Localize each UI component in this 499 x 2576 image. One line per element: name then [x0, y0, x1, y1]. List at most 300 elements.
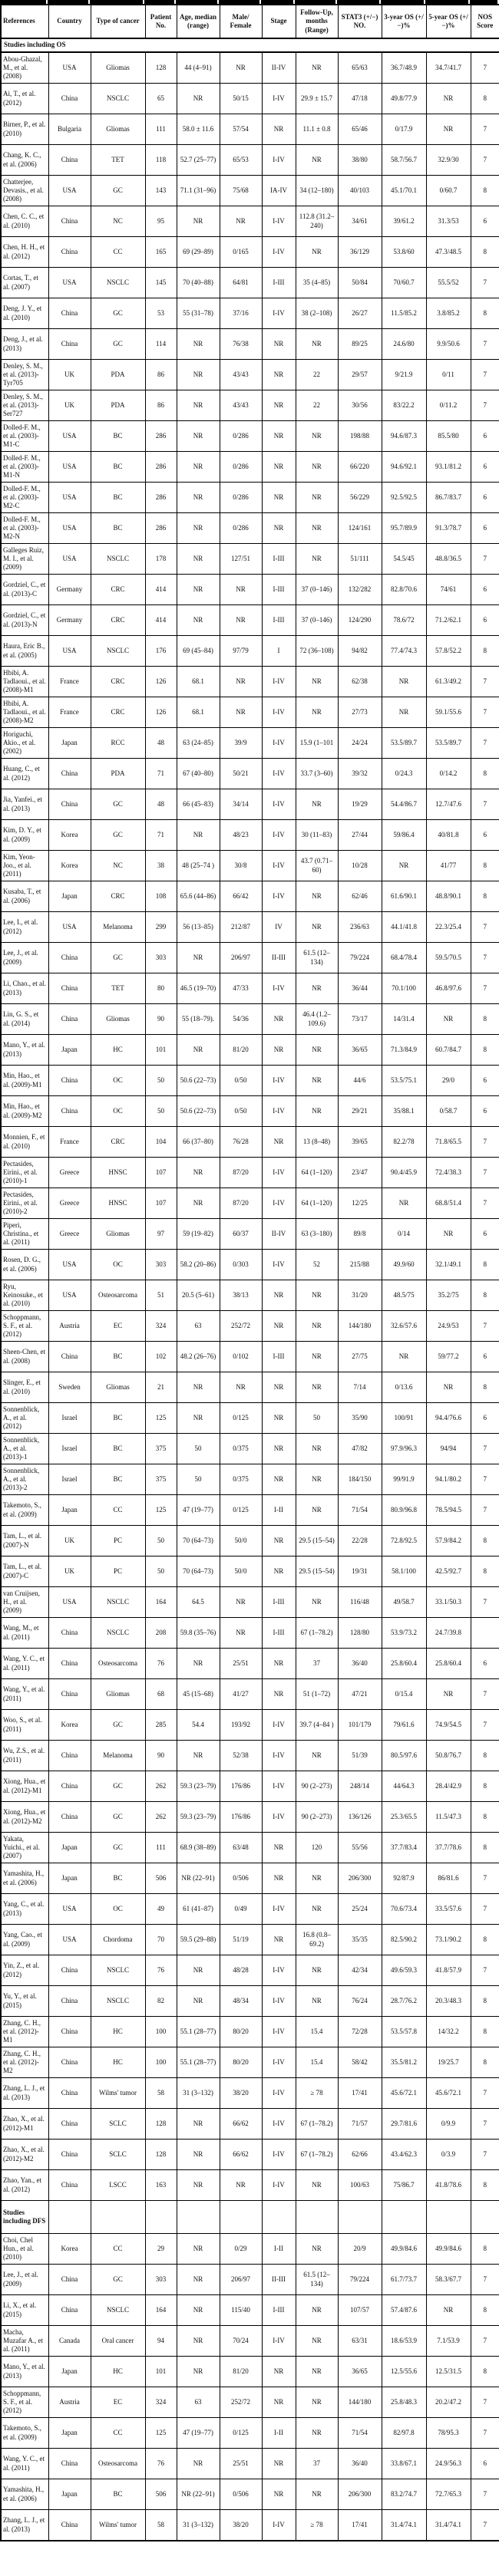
- table-row: [1, 1618, 499, 1649]
- cell: 34/61: [338, 206, 382, 237]
- cell: 71.8/65.5: [426, 1127, 471, 1158]
- cell: NR: [262, 2449, 296, 2479]
- cell: NR: [296, 1434, 338, 1464]
- cell: NR: [262, 1464, 296, 1495]
- cell: 101/179: [338, 1710, 382, 1741]
- cell: 7: [471, 1127, 499, 1158]
- cell: 7: [471, 2479, 499, 2510]
- cell: Germany: [48, 605, 91, 636]
- cell: 125: [145, 1403, 177, 1434]
- column-header: Male/ Female: [220, 5, 262, 38]
- cell: OC: [91, 1066, 145, 1096]
- table-row: [1, 360, 499, 390]
- cell: NR: [296, 1311, 338, 1342]
- cell: 28.7/76.2: [382, 1986, 426, 2017]
- cell: CC: [91, 2234, 145, 2265]
- cell: 7: [471, 390, 499, 421]
- reference-cell: Lee, J., et al. (2009): [1, 2265, 48, 2295]
- cell: 46.5 (19–70): [177, 973, 220, 1004]
- cell: 9.9/50.6: [426, 329, 471, 360]
- cell: CRC: [91, 605, 145, 636]
- cell: I-IV: [262, 84, 296, 114]
- cell: 55/56: [338, 1833, 382, 1863]
- cell: 375: [145, 1434, 177, 1464]
- cell: 8: [471, 1004, 499, 1035]
- cell: 324: [145, 2387, 177, 2418]
- reference-cell: Galleges Ruiz, M. I., et al. (2009): [1, 544, 48, 575]
- cell: 8: [471, 2357, 499, 2387]
- table-row: [1, 1556, 499, 1587]
- cell: 57/54: [220, 114, 262, 145]
- cell: NSCLC: [91, 1587, 145, 1618]
- cell: NSCLC: [91, 84, 145, 114]
- cell: Japan: [48, 881, 91, 912]
- table-row: [1, 1955, 499, 1986]
- reference-cell: Sonnenblick, A., et al. (2013)-1: [1, 1434, 48, 1464]
- cell: 48: [145, 728, 177, 759]
- cell: 66/62: [220, 2140, 262, 2170]
- cell: NR: [177, 84, 220, 114]
- cell: 9/21.9: [382, 360, 426, 390]
- cell: NR: [296, 1372, 338, 1403]
- cell: 71/57: [338, 2109, 382, 2140]
- cell: 36/40: [338, 2449, 382, 2479]
- top-border-segment: [90, 0, 143, 4]
- table-row: [1, 2418, 499, 2449]
- cell: I-IV: [262, 881, 296, 912]
- cell: NR: [177, 2234, 220, 2265]
- cell: BC: [91, 513, 145, 544]
- cell: I: [262, 636, 296, 667]
- cell: GC: [91, 943, 145, 973]
- table-row: [1, 1188, 499, 1219]
- cell: 0/17.9: [382, 114, 426, 145]
- cell: 107/57: [338, 2295, 382, 2326]
- cell: 71.1 (31–96): [177, 176, 220, 206]
- cell: 0/58.7: [426, 1096, 471, 1127]
- cell: 20.5 (5–61): [177, 1280, 220, 1311]
- top-border-segment: [470, 0, 497, 4]
- cell: 66/220: [338, 452, 382, 483]
- cell: 38/20: [220, 2078, 262, 2109]
- cell: 51/39: [338, 1741, 382, 1771]
- cell: NR: [262, 360, 296, 390]
- cell: 8: [471, 881, 499, 912]
- reference-cell: Abou-Ghazal, M., et al. (2008): [1, 52, 48, 84]
- reference-cell: Mano, Y., et al. (2013): [1, 1035, 48, 1066]
- cell: 52.7 (25–77): [177, 145, 220, 176]
- cell: NR: [262, 1311, 296, 1342]
- cell: 65: [145, 84, 177, 114]
- cell: BC: [91, 452, 145, 483]
- cell: 7: [471, 943, 499, 973]
- cell: HC: [91, 2017, 145, 2047]
- cell: 42.5/92.7: [426, 1556, 471, 1587]
- cell: GC: [91, 298, 145, 329]
- cell: 70: [145, 1925, 177, 1955]
- cell: China: [48, 2078, 91, 2109]
- table-row: [1, 851, 499, 881]
- cell: NR: [177, 2449, 220, 2479]
- cell: NR: [262, 2479, 296, 2510]
- cell: China: [48, 2170, 91, 2201]
- cell: 0/286: [220, 421, 262, 452]
- cell: UK: [48, 1556, 91, 1587]
- reference-cell: Pectasides, Eirini., et al. (2010)-2: [1, 1188, 48, 1219]
- cell: 7: [471, 2510, 499, 2541]
- cell: 7: [471, 114, 499, 145]
- cell: Israel: [48, 1434, 91, 1464]
- cell: NR: [262, 1679, 296, 1710]
- cell: 38: [145, 851, 177, 881]
- cell: NR: [296, 2479, 338, 2510]
- column-header: References: [1, 5, 48, 38]
- cell: CC: [91, 237, 145, 268]
- cell: 70 (64–73): [177, 1556, 220, 1587]
- cell: Gliomas: [91, 114, 145, 145]
- cell: 132/282: [338, 575, 382, 605]
- cell: 87/20: [220, 1188, 262, 1219]
- cell: NR: [296, 1096, 338, 1127]
- cell: China: [48, 1802, 91, 1833]
- cell: NR: [296, 1035, 338, 1066]
- reference-cell: van Cruijsen, H., et al. (2009): [1, 1587, 48, 1618]
- cell: 45.6/72.1: [426, 2078, 471, 2109]
- cell: NR: [262, 114, 296, 145]
- reference-cell: Jia, Yanfei., et al. (2013): [1, 789, 48, 820]
- column-header: STAT3 (+/−) NO.: [338, 5, 382, 38]
- cell: 91.3/78.7: [426, 513, 471, 544]
- cell: NR: [220, 605, 262, 636]
- cell: I-IV: [262, 1955, 296, 1986]
- cell: I-IV: [262, 1158, 296, 1188]
- cell: 53.8/60: [382, 237, 426, 268]
- cell: 49.6/59.3: [382, 1955, 426, 1986]
- cell: 68.1: [177, 667, 220, 697]
- cell: 8: [471, 1250, 499, 1280]
- cell: 14/32.2: [426, 2017, 471, 2047]
- reference-cell: Wang, Y. C., et al. (2011): [1, 2449, 48, 2479]
- cell: NSCLC: [91, 544, 145, 575]
- cell: Wilms' tumor: [91, 2510, 145, 2541]
- cell: 95.7/89.9: [382, 513, 426, 544]
- cell: 80/20: [220, 2047, 262, 2078]
- cell: 48.8/36.5: [426, 544, 471, 575]
- cell: 20/9: [338, 2234, 382, 2265]
- cell: Gliomas: [91, 1372, 145, 1403]
- cell: 58.3/67.7: [426, 2265, 471, 2295]
- cell: 53.5/89.7: [426, 728, 471, 759]
- cell: 47/82: [338, 1434, 382, 1464]
- cell: 35/35: [338, 1925, 382, 1955]
- cell: 65/46: [338, 114, 382, 145]
- cell: 30/56: [338, 390, 382, 421]
- cell: NR: [296, 2357, 338, 2387]
- reference-cell: Xiong, Hua., et al. (2012)-M1: [1, 1771, 48, 1802]
- table-row: [1, 881, 499, 912]
- cell: 70.1/100: [382, 973, 426, 1004]
- table-row: [1, 575, 499, 605]
- cell: 100/63: [338, 2170, 382, 2201]
- cell: NR: [382, 697, 426, 728]
- reference-cell: Wu, Z.S., et al. (2011): [1, 1741, 48, 1771]
- cell: USA: [48, 483, 91, 513]
- table-row: [1, 1833, 499, 1863]
- cell: USA: [48, 513, 91, 544]
- cell: 49: [145, 1894, 177, 1925]
- cell: 6: [471, 2449, 499, 2479]
- cell: 64.5: [177, 1587, 220, 1618]
- cell: China: [48, 1771, 91, 1802]
- cell: 97: [145, 1219, 177, 1250]
- cell: NR: [296, 912, 338, 943]
- cell: 7: [471, 1894, 499, 1925]
- cell: Osteosarcoma: [91, 1649, 145, 1679]
- cell: 48: [145, 789, 177, 820]
- column-header: Type of cancer: [91, 5, 145, 38]
- cell: Japan: [48, 1495, 91, 1526]
- top-border-segment: [48, 0, 88, 4]
- cell: 40/81.8: [426, 820, 471, 851]
- reference-cell: Kim, D. Y., et al. (2009): [1, 820, 48, 851]
- cell: 12.7/47.6: [426, 789, 471, 820]
- cell: USA: [48, 1280, 91, 1311]
- cell: 48/23: [220, 820, 262, 851]
- cell: 31 (3–132): [177, 2078, 220, 2109]
- cell: 145: [145, 268, 177, 298]
- cell: China: [48, 1618, 91, 1649]
- cell: 50.6 (22–73): [177, 1066, 220, 1096]
- cell: 44/6: [338, 1066, 382, 1096]
- cell: NR: [177, 390, 220, 421]
- cell: 208: [145, 1618, 177, 1649]
- cell: 61.3/49.2: [426, 667, 471, 697]
- cell: 7: [471, 1188, 499, 1219]
- cell: NSCLC: [91, 1986, 145, 2017]
- cell: NR: [177, 483, 220, 513]
- cell: TET: [91, 145, 145, 176]
- cell: 414: [145, 575, 177, 605]
- cell: 0/286: [220, 483, 262, 513]
- empty-cell: [338, 2201, 382, 2234]
- table-row: [1, 2295, 499, 2326]
- cell: China: [48, 1342, 91, 1372]
- cell: 17/41: [338, 2510, 382, 2541]
- cell: I-IV: [262, 1986, 296, 2017]
- cell: 56 (13–85): [177, 912, 220, 943]
- cell: 286: [145, 483, 177, 513]
- reference-cell: Deng, J., et al. (2013): [1, 329, 48, 360]
- cell: I-IV: [262, 206, 296, 237]
- cell: Wilms' tumor: [91, 2078, 145, 2109]
- cell: 29.7/81.6: [382, 2109, 426, 2140]
- cell: 8: [471, 1833, 499, 1863]
- cell: 45.6/72.1: [382, 2078, 426, 2109]
- cell: 26/27: [338, 298, 382, 329]
- cell: 80/20: [220, 2017, 262, 2047]
- cell: 8: [471, 84, 499, 114]
- reference-cell: Yamashita, H., et al. (2006): [1, 1863, 48, 1894]
- cell: 35 (4–85): [296, 268, 338, 298]
- cell: 29/21: [338, 1096, 382, 1127]
- cell: 29/57: [338, 360, 382, 390]
- cell: 164: [145, 1587, 177, 1618]
- table-row: [1, 1771, 499, 1802]
- cell: 248/14: [338, 1771, 382, 1802]
- cell: UK: [48, 360, 91, 390]
- cell: China: [48, 1096, 91, 1127]
- cell: 39/9: [220, 728, 262, 759]
- table-row: [1, 2510, 499, 2541]
- cell: 36/65: [338, 1035, 382, 1066]
- cell: 0/15.4: [382, 1679, 426, 1710]
- cell: 0/125: [220, 2418, 262, 2449]
- cell: USA: [48, 912, 91, 943]
- cell: Japan: [48, 2418, 91, 2449]
- table-row: [1, 759, 499, 789]
- table-row: [1, 1863, 499, 1894]
- cell: 69 (45–84): [177, 636, 220, 667]
- reference-cell: Haura, Eric B., et al. (2005): [1, 636, 48, 667]
- cell: 6: [471, 820, 499, 851]
- cell: 128: [145, 52, 177, 84]
- cell: China: [48, 2295, 91, 2326]
- cell: 72.4/38.3: [426, 1158, 471, 1188]
- cell: 184/150: [338, 1464, 382, 1495]
- cell: 58.7/56.7: [382, 145, 426, 176]
- table-row: [1, 1741, 499, 1771]
- cell: OC: [91, 1894, 145, 1925]
- cell: 53.5/75.1: [382, 1066, 426, 1096]
- cell: 126: [145, 667, 177, 697]
- cell: 99/91.9: [382, 1464, 426, 1495]
- cell: 71: [145, 759, 177, 789]
- cell: NR: [177, 544, 220, 575]
- reference-cell: Zhang, C. H., et al. (2012)-M1: [1, 2017, 48, 2047]
- cell: 71.2/62.1: [426, 605, 471, 636]
- cell: 55.1 (28–77): [177, 2047, 220, 2078]
- cell: 78.5/94.5: [426, 1495, 471, 1526]
- cell: 75/86.7: [382, 2170, 426, 2201]
- cell: I-IV: [262, 1250, 296, 1280]
- table-row: [1, 544, 499, 575]
- cell: OC: [91, 1096, 145, 1127]
- cell: 72.7/65.3: [426, 2479, 471, 2510]
- cell: BC: [91, 1863, 145, 1894]
- cell: 144/180: [338, 2387, 382, 2418]
- cell: 38/13: [220, 1280, 262, 1311]
- cell: 80.5/97.6: [382, 1741, 426, 1771]
- cell: 62/46: [338, 881, 382, 912]
- cell: 58: [145, 2510, 177, 2541]
- cell: NR: [262, 1372, 296, 1403]
- cell: 83.2/74.7: [382, 2479, 426, 2510]
- cell: Japan: [48, 2479, 91, 2510]
- cell: 51/111: [338, 544, 382, 575]
- cell: Korea: [48, 1710, 91, 1741]
- cell: 35.2/75: [426, 1280, 471, 1311]
- table-row: [1, 1679, 499, 1710]
- empty-cell: [262, 2201, 296, 2234]
- cell: 82: [145, 1986, 177, 2017]
- cell: 20.2/47.2: [426, 2387, 471, 2418]
- cell: 107: [145, 1188, 177, 1219]
- cell: 78/95.3: [426, 2418, 471, 2449]
- cell: I-IV: [262, 1066, 296, 1096]
- cell: 55 (31–78): [177, 298, 220, 329]
- cell: 44/64.3: [382, 1771, 426, 1802]
- cell: 8: [471, 2234, 499, 2265]
- cell: Melanoma: [91, 912, 145, 943]
- cell: China: [48, 789, 91, 820]
- cell: NR: [296, 329, 338, 360]
- cell: Chordoma: [91, 1925, 145, 1955]
- cell: 236/63: [338, 912, 382, 943]
- table-row: [1, 789, 499, 820]
- cell: 61.7/73.7: [382, 2265, 426, 2295]
- cell: 286: [145, 513, 177, 544]
- cell: NR: [296, 2326, 338, 2357]
- cell: NR: [382, 1342, 426, 1372]
- cell: I-III: [262, 1342, 296, 1372]
- cell: 59.1/55.6: [426, 697, 471, 728]
- cell: 94.1/80.2: [426, 1464, 471, 1495]
- top-border-segment: [337, 0, 379, 4]
- cell: TET: [91, 973, 145, 1004]
- reference-cell: Tam, L., et al. (2007)-N: [1, 1526, 48, 1556]
- section-header-row: [1, 2201, 499, 2234]
- cell: NR: [296, 1066, 338, 1096]
- table-row: [1, 2078, 499, 2109]
- cell: 7: [471, 728, 499, 759]
- empty-cell: [48, 2201, 91, 2234]
- cell: NR: [426, 1679, 471, 1710]
- reference-cell: Dolled-F. M., et al. (2003)-M1-N: [1, 452, 48, 483]
- cell: 125: [145, 1495, 177, 1526]
- reference-cell: Kusaba, T., et al. (2006): [1, 881, 48, 912]
- cell: 24/24: [338, 728, 382, 759]
- table-row: [1, 1526, 499, 1556]
- cell: 0/49: [220, 1894, 262, 1925]
- cell: LSCC: [91, 2170, 145, 2201]
- top-border-segment: [261, 0, 293, 4]
- reference-cell: Zhang, L. J., et al. (2013): [1, 2078, 48, 2109]
- cell: Germany: [48, 575, 91, 605]
- cell: 32.6/57.6: [382, 1311, 426, 1342]
- cell: 90 (2–273): [296, 1802, 338, 1833]
- cell: NR: [262, 513, 296, 544]
- cell: I-IV: [262, 1771, 296, 1802]
- cell: I-IV: [262, 2326, 296, 2357]
- cell: NR: [262, 1556, 296, 1587]
- cell: 53.9/73.2: [382, 1618, 426, 1649]
- cell: 90: [145, 1004, 177, 1035]
- cell: 94: [145, 2326, 177, 2357]
- cell: 125: [145, 2418, 177, 2449]
- cell: 63 (24–85): [177, 728, 220, 759]
- cell: 102: [145, 1342, 177, 1372]
- cell: PC: [91, 1526, 145, 1556]
- cell: 54.4/86.7: [382, 789, 426, 820]
- cell: 212/87: [220, 912, 262, 943]
- cell: NR: [177, 2326, 220, 2357]
- cell: 47/21: [338, 1679, 382, 1710]
- cell: Bulgaria: [48, 114, 91, 145]
- cell: 59.3 (23–79): [177, 1802, 220, 1833]
- cell: 107: [145, 1158, 177, 1188]
- table-row: [1, 1250, 499, 1280]
- cell: 37/16: [220, 298, 262, 329]
